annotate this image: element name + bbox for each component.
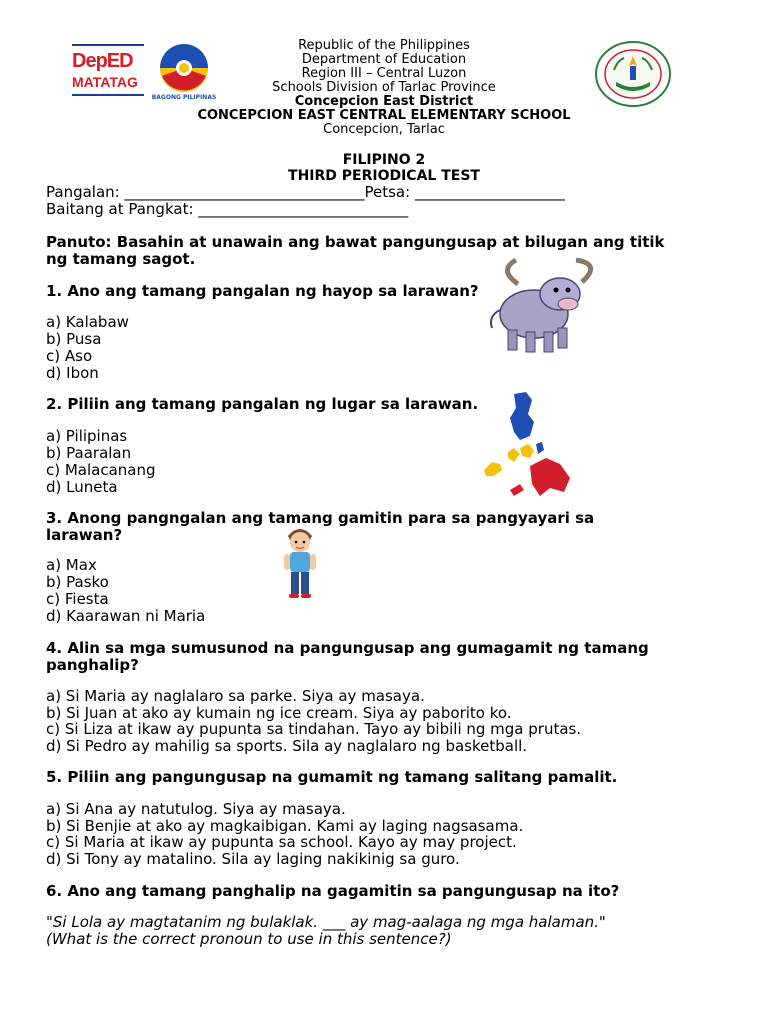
q5-choice-c: c) Si Maria at ikaw ay pupunta sa school. Kayo ay may project. xyxy=(46,833,517,851)
name-date-line: Pangalan: ________________________________Petsa: ____________________ xyxy=(46,183,565,201)
carabao-illustration xyxy=(478,250,614,354)
question-3-line2: larawan? xyxy=(46,526,123,544)
grade-section-line: Baitang at Pangkat: ____________________________ xyxy=(46,200,409,218)
q2-choice-a: a) Pilipinas xyxy=(46,427,128,445)
boy-illustration xyxy=(280,524,320,600)
q4-choice-c: c) Si Liza at ikaw ay pupunta sa tindahan. Tayo ay bibili ng mga prutas. xyxy=(46,720,582,738)
question-6: 6. Ano ang tamang panghalip na gagamitin sa pangungusap na ito? xyxy=(46,882,620,900)
philippines-map-illustration xyxy=(480,392,574,502)
header-department: Department of Education xyxy=(301,52,467,67)
q2-choice-c: c) Malacanang xyxy=(46,461,156,479)
q5-choice-d: d) Si Tony ay matalino. Sila ay laging nakikinig sa guro. xyxy=(46,850,460,868)
header-division: Schools Division of Tarlac Province xyxy=(272,80,496,95)
q3-choice-b: b) Pasko xyxy=(46,573,109,591)
q3-choice-c: c) Fiesta xyxy=(46,590,109,608)
question-5: 5. Piliin ang pangungusap na gumamit ng tamang salitang pamalit. xyxy=(46,768,618,786)
carabao-icon xyxy=(478,250,614,354)
q6-translation: (What is the correct pronoun to use in this sentence?) xyxy=(46,930,452,948)
q5-choice-b: b) Si Benjie at ako ay magkaibigan. Kami ay laging nagsasama. xyxy=(46,817,524,835)
test-title: THIRD PERIODICAL TEST xyxy=(288,168,480,184)
q2-choice-b: b) Paaralan xyxy=(46,444,132,462)
q1-choice-d: d) Ibon xyxy=(46,364,99,382)
question-4-line2: panghalip? xyxy=(46,656,139,674)
philippines-map-icon xyxy=(480,392,574,502)
q5-choice-a: a) Si Ana ay natutulog. Siya ay masaya. xyxy=(46,800,346,818)
header-region: Region III – Central Luzon xyxy=(301,66,467,81)
question-2: 2. Piliin ang tamang pangalan ng lugar sa larawan. xyxy=(46,395,479,413)
test-subject: FILIPINO 2 xyxy=(342,152,426,168)
instructions-line2: ng tamang sagot. xyxy=(46,250,196,268)
header-district: Concepcion East District xyxy=(294,94,474,109)
header-location: Concepcion, Tarlac xyxy=(323,122,445,137)
header-school: CONCEPCION EAST CENTRAL ELEMENTARY SCHOOL xyxy=(197,108,571,123)
header-republic: Republic of the Philippines xyxy=(298,38,470,53)
q4-choice-d: d) Si Pedro ay mahilig sa sports. Sila ay naglalaro ng basketball. xyxy=(46,737,528,755)
question-4-line1: 4. Alin sa mga sumusunod na pangungusap ang gumagamit ng tamang xyxy=(46,639,649,657)
q3-choice-d: d) Kaarawan ni Maria xyxy=(46,607,206,625)
question-1: 1. Ano ang tamang pangalan ng hayop sa larawan? xyxy=(46,282,479,300)
q4-choice-b: b) Si Juan at ako ay kumain ng ice cream. Siya ay paborito ko. xyxy=(46,704,512,722)
q4-choice-a: a) Si Maria ay naglalaro sa parke. Siya ay masaya. xyxy=(46,687,425,705)
q1-choice-a: a) Kalabaw xyxy=(46,313,129,331)
q1-choice-c: c) Aso xyxy=(46,347,93,365)
boy-icon xyxy=(280,524,320,600)
q1-choice-b: b) Pusa xyxy=(46,330,102,348)
question-3-line1: 3. Anong pangngalan ang tamang gamitin para sa pangyayari sa xyxy=(46,509,595,527)
deped-wordmark: DepED xyxy=(72,50,133,72)
q6-quote: "Si Lola ay magtatanim ng bulaklak. ___ ay mag-aalaga ng mga halaman." xyxy=(46,913,606,931)
instructions-line1: Panuto: Basahin at unawain ang bawat pangungusap at bilugan ang titik xyxy=(46,233,665,251)
q3-choice-a: a) Max xyxy=(46,556,97,574)
bagong-pilipinas-text: BAGONG PILIPINAS xyxy=(151,94,217,101)
q2-choice-d: d) Luneta xyxy=(46,478,118,496)
matatag-wordmark: MATATAG xyxy=(72,74,138,90)
